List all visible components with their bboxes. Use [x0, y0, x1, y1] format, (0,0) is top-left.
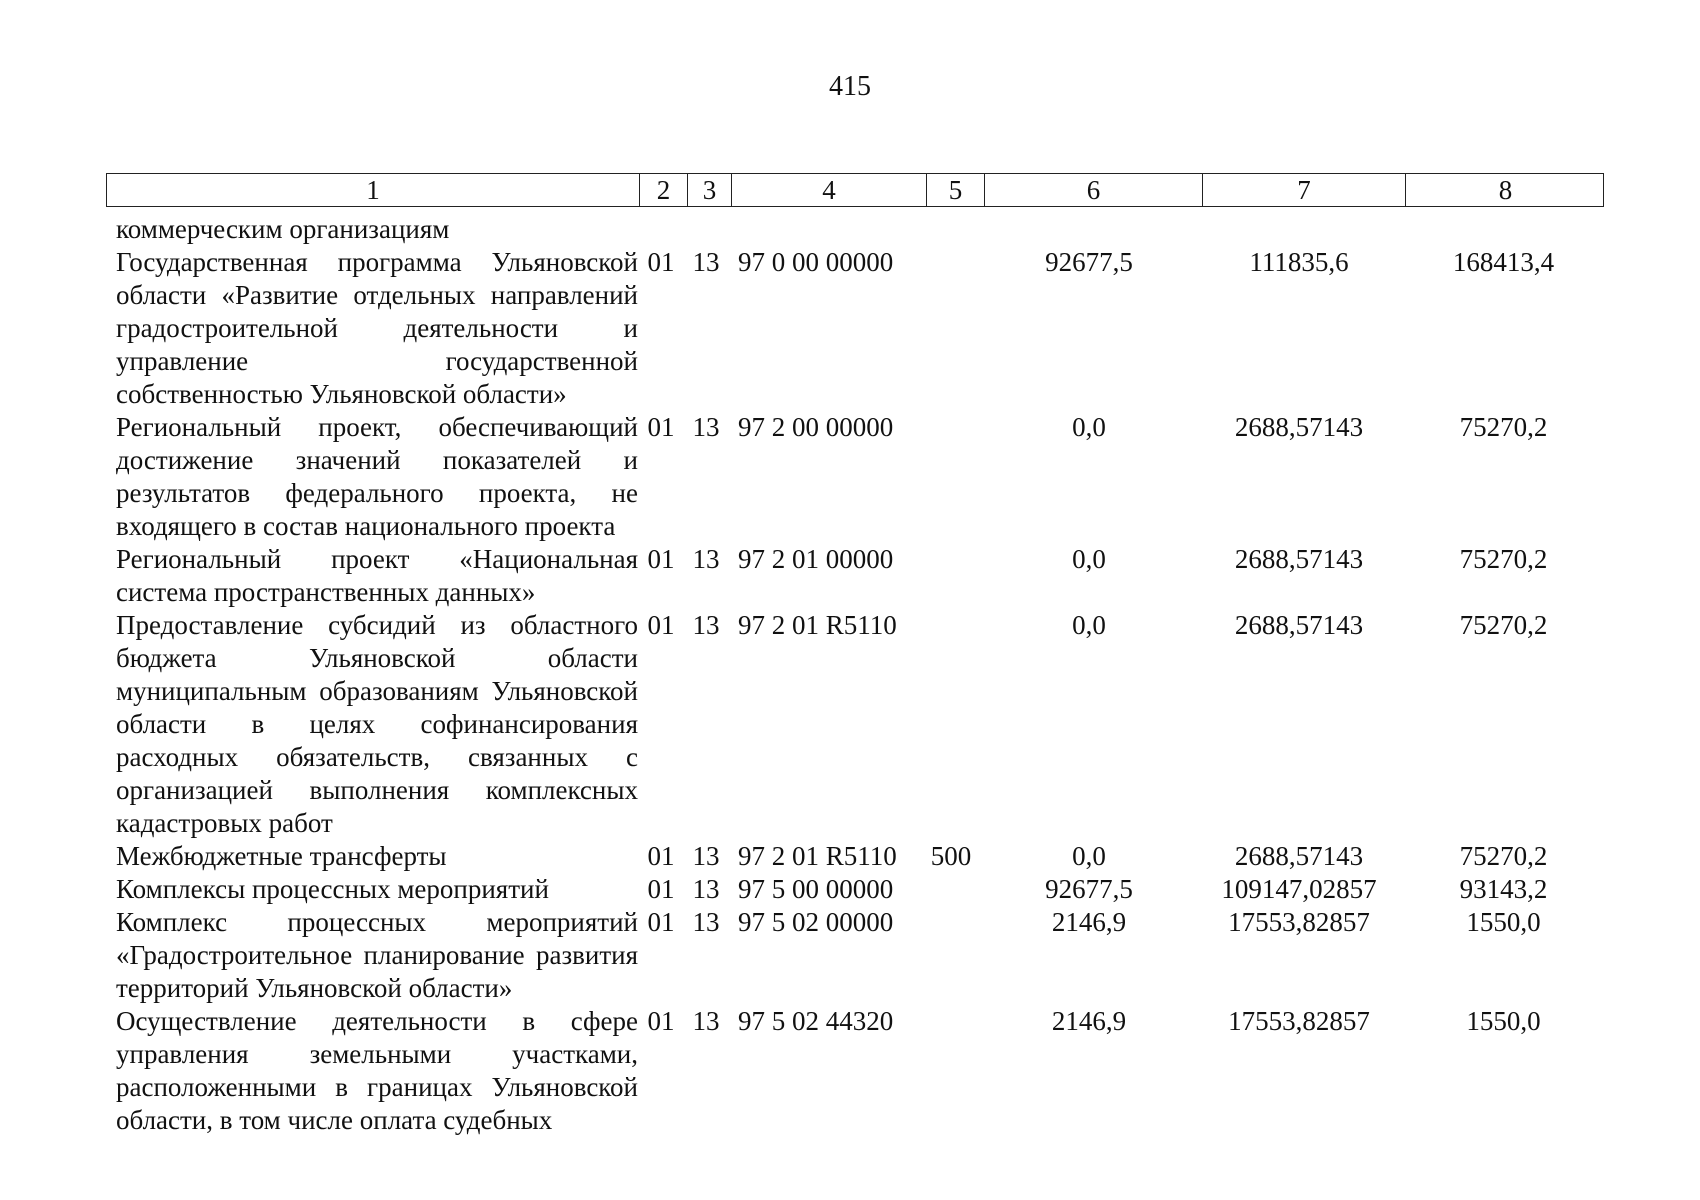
- row-section: 01: [647, 544, 675, 574]
- row-expense-type: [921, 1005, 981, 1137]
- row-amount-col8: 75270,2: [1459, 841, 1548, 871]
- row-name: Региональный проект «Национальная система пространственных данных»: [116, 544, 638, 607]
- row-name: коммерческим организациям: [116, 214, 450, 244]
- row-amount-col8: 1550,0: [1466, 1006, 1541, 1036]
- row-expense-type: [921, 609, 981, 840]
- row-expense-type: [921, 411, 981, 543]
- row-amount-col8: 1550,0: [1466, 907, 1541, 937]
- row-section: 01: [647, 874, 675, 904]
- row-amount-col6: 0,0: [1072, 412, 1106, 442]
- page-number: 415: [829, 71, 871, 102]
- row-subsection: [684, 213, 728, 246]
- row-target-code: [728, 213, 921, 246]
- row-expense-type: [921, 213, 981, 246]
- row-amount-col6: 0,0: [1072, 544, 1106, 574]
- row-amount-col8: [1401, 213, 1606, 246]
- header-col-3: 3: [688, 174, 732, 206]
- header-col-1: 1: [107, 174, 640, 206]
- row-amount-col7: 2688,57143: [1234, 412, 1364, 442]
- header-col-5: 5: [927, 174, 985, 206]
- row-amount-col7: 2688,57143: [1234, 610, 1364, 640]
- row-section: [638, 213, 684, 246]
- row-name: Предоставление субсидий из областного бюджета Ульяновской области муниципальным образованиям Ульяновской области в целях софинансирования расходных обязательств, связанных с организацией выполнения комплексных кадастровых работ: [116, 610, 638, 838]
- row-expense-type: [921, 246, 981, 411]
- row-subsection: 13: [692, 907, 720, 937]
- row-amount-col7: 17553,82857: [1228, 1006, 1370, 1036]
- row-name: Комплекс процессных мероприятий «Градостроительное планирование развития территорий Ульяновской области»: [116, 907, 638, 1003]
- row-subsection: 13: [692, 841, 720, 871]
- table-row: [116, 411, 1606, 543]
- header-col-4: 4: [732, 174, 927, 206]
- row-subsection: 13: [692, 544, 720, 574]
- table-row: [116, 1005, 1606, 1137]
- row-target-code: 97 2 01 00000: [738, 544, 894, 574]
- row-subsection: 13: [692, 412, 720, 442]
- row-target-code: 97 5 00 00000: [738, 874, 894, 904]
- row-name: Комплексы процессных мероприятий: [116, 874, 549, 904]
- row-section: 01: [647, 610, 675, 640]
- row-amount-col6: 0,0: [1072, 610, 1106, 640]
- row-amount-col8: 93143,2: [1459, 874, 1548, 904]
- row-amount-col6: 92677,5: [1045, 247, 1133, 277]
- header-col-6: 6: [985, 174, 1203, 206]
- row-target-code: 97 5 02 00000: [738, 907, 894, 937]
- row-amount-col7: [1197, 213, 1401, 246]
- row-amount-col8: 75270,2: [1459, 544, 1548, 574]
- table-row: [116, 543, 1606, 609]
- row-target-code: 97 2 01 R5110: [738, 610, 897, 640]
- row-section: 01: [647, 412, 675, 442]
- row-section: 01: [647, 841, 675, 871]
- row-subsection: 13: [692, 247, 720, 277]
- row-subsection: 13: [692, 874, 720, 904]
- table-row: [116, 246, 1606, 411]
- row-name: Межбюджетные трансферты: [116, 841, 447, 871]
- row-name: Осуществление деятельности в сфере управления земельными участками, расположенными в границах Ульяновской области, в том числе оплата судебных: [116, 1006, 638, 1135]
- row-amount-col7: 17553,82857: [1228, 907, 1370, 937]
- header-col-8: 8: [1498, 175, 1513, 205]
- table-header: [106, 173, 1604, 207]
- row-expense-type: 500: [930, 841, 972, 871]
- row-amount-col7: 2688,57143: [1234, 841, 1364, 871]
- table-row: [116, 609, 1606, 840]
- row-amount-col6: 2146,9: [1051, 907, 1127, 937]
- row-section: 01: [647, 1006, 675, 1036]
- row-section: 01: [647, 247, 675, 277]
- header-col-7: 7: [1203, 174, 1406, 206]
- row-target-code: 97 2 00 00000: [738, 412, 894, 442]
- header-col-2: 2: [640, 174, 688, 206]
- row-subsection: 13: [692, 1006, 720, 1036]
- row-target-code: 97 5 02 44320: [738, 1006, 894, 1036]
- table-row: [116, 873, 1606, 906]
- table-row: [116, 906, 1606, 1005]
- row-amount-col6: 0,0: [1072, 841, 1106, 871]
- row-amount-col7: 2688,57143: [1234, 544, 1364, 574]
- row-target-code: 97 0 00 00000: [738, 247, 894, 277]
- row-amount-col7: 111835,6: [1249, 247, 1349, 277]
- row-amount-col6: 92677,5: [1045, 874, 1133, 904]
- row-target-code: 97 2 01 R5110: [738, 841, 897, 871]
- row-subsection: 13: [692, 610, 720, 640]
- table-row: [116, 840, 1606, 873]
- row-amount-col7: 109147,02857: [1221, 874, 1377, 904]
- row-amount-col8: 75270,2: [1459, 610, 1548, 640]
- row-amount-col8: 75270,2: [1459, 412, 1548, 442]
- table-row: [116, 213, 1606, 246]
- row-section: 01: [647, 907, 675, 937]
- row-expense-type: [921, 906, 981, 1005]
- row-amount-col6: 2146,9: [1051, 1006, 1127, 1036]
- row-expense-type: [921, 873, 981, 906]
- row-expense-type: [921, 543, 981, 609]
- row-amount-col6: [981, 213, 1197, 246]
- row-name: Региональный проект, обеспечивающий достижение значений показателей и результатов федерального проекта, не входящего в состав национального проекта: [116, 412, 638, 541]
- table-body: [116, 213, 1606, 1137]
- row-name: Государственная программа Ульяновской области «Развитие отдельных направлений градостроительной деятельности и управление государственной собственностью Ульяновской области»: [116, 247, 638, 409]
- row-amount-col8: 168413,4: [1452, 247, 1555, 277]
